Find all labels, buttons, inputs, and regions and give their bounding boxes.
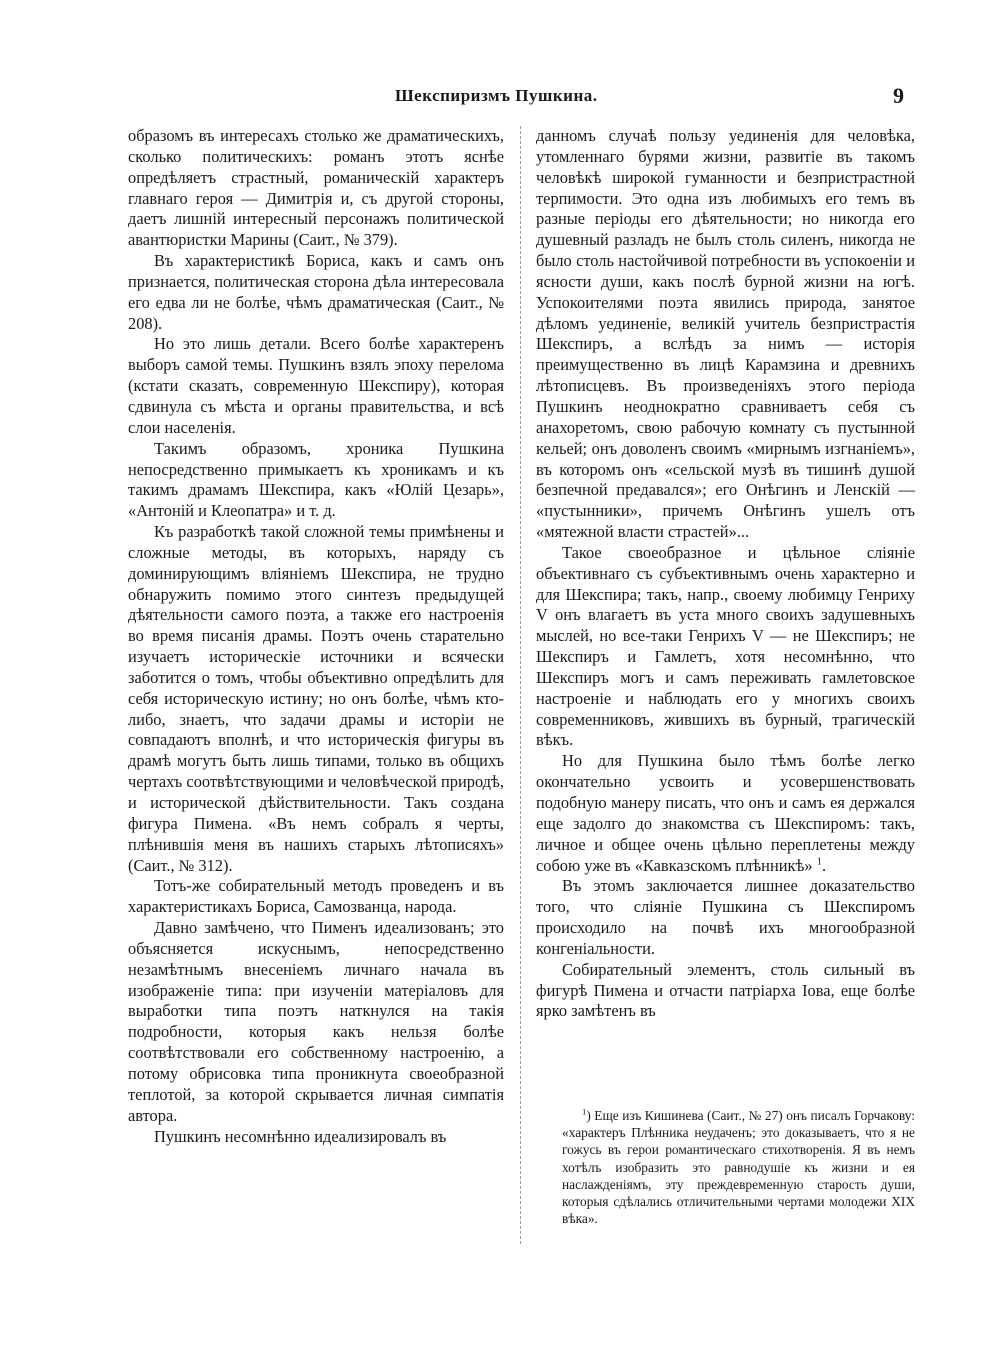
right-paragraph-3-text: Но для Пушкина было тѣмъ болѣе легко окончательно усвоить и усовершенствовать подобную манеру писать, что онъ и самъ ея держался еще задолго до знакомства съ Шекспиромъ: такъ, личное и общее очень цѣльно переплетены между собою уже въ «Кавказскомъ плѣнникѣ» xyxy=(536,751,915,875)
page-number: 9 xyxy=(893,83,904,108)
footnote-paragraph xyxy=(562,1107,915,1227)
column-divider xyxy=(520,126,521,1244)
footnote-reference[interactable]: 1 xyxy=(816,856,822,868)
right-column xyxy=(536,126,915,1022)
right-paragraph-4: Въ этомъ заключается лишнее доказательство того, что сліяніе Пушкина съ Шекспиромъ происходило на почвѣ ихъ многообразной конгеніальности. xyxy=(536,876,915,958)
left-paragraph-3: Но это лишь детали. Всего болѣе характеренъ выборъ самой темы. Пушкинъ взялъ эпоху перелома (кстати сказать, современную Шекспиру), которая сдвинула съ мѣста и органы правительства, и всѣ слои населенія. xyxy=(128,334,504,437)
right-paragraph-2: Такое своеобразное и цѣльное сліяніе объективнаго съ субъективнымъ очень характерно и для Шекспира; такъ, напр., своему любимцу Генриху V онъ влагаетъ въ уста много своихъ задушевныхъ мыслей, но все-таки Генрихъ V — не Шекспиръ; не Шекспиръ и Гамлетъ, хотя несомнѣнно, что Шекспиръ могъ и самъ переживать гамлетовское настроеніе и наблюдать его у многихъ своихъ современниковъ, жившихъ въ бурный, трагическій вѣкъ. xyxy=(536,542,915,750)
left-paragraph-8: Пушкинъ несомнѣнно идеализировалъ въ xyxy=(154,1126,447,1146)
left-paragraph-2: Въ характеристикѣ Бориса, какъ и самъ онъ признается, политическая сторона дѣла интересовала его едва ли не болѣе, чѣмъ драматическая (Саит., № 208). xyxy=(128,251,504,333)
right-paragraph-3 xyxy=(536,751,915,876)
running-title: Шекспиризмъ Пушкина. xyxy=(395,86,598,105)
left-paragraph-5: Къ разработкѣ такой сложной темы примѣнены и сложные методы, въ которыхъ, наряду съ доминирующимъ вліяніемъ Шекспира, не трудно обнаружить помимо этого синтезъ предыдущей дѣятельности самого поэта, а также его настроенія во время писанія драмы. Поэтъ очень старательно изучаетъ историческіе источники и всячески заботится о томъ, чтобы объективно опредѣлить для себя историческую истину; но онъ болѣе, чѣмъ кто-либо, знаетъ, что задачи драмы и исторіи не совпадаютъ вполнѣ, и что историческія фигуры въ драмѣ могутъ быть лишь типами, только въ общихъ чертахъ соотвѣтствующими и человѣческой природѣ, и исторической дѣйствительности. Такъ создана фигура Пимена. «Въ немъ собралъ я черты, плѣнившія меня въ нашихъ старыхъ лѣтописяхъ» (Саит., № 312). xyxy=(128,522,504,875)
running-head xyxy=(0,83,1000,114)
footnote-marker: 1 xyxy=(582,1106,587,1117)
footnote xyxy=(562,1107,915,1227)
left-paragraph-1: образомъ въ интересахъ столько же драматическихъ, сколько политическихъ: романъ этотъ яснѣе опредѣляетъ страстный, романическій характеръ главнаго героя — Димитрія и, съ другой стороны, даетъ лишній интересный персонажъ политической авантюристки Марины (Саит., № 379). xyxy=(128,126,504,250)
right-paragraph-5: Собирательный элементъ, столь сильный въ фигурѣ Пимена и отчасти патріарха Іова, еще болѣе ярко замѣтенъ въ xyxy=(536,959,915,1021)
left-paragraph-7: Давно замѣчено, что Пименъ идеализованъ; это объясняется искуснымъ, непосредственно незамѣтнымъ внесеніемъ личнаго начала въ изображеніе типа: при изученіи матеріаловъ для выработки типа поэтъ наткнулся на такія подробности, которыя какъ нельзя болѣе соотвѣтствовали его собственному настроенію, а потому обрисовка типа проникнута своеобразной теплотой, за которой скрывается личная симпатія автора. xyxy=(128,918,504,1125)
footnote-text: ) Еще изъ Кишинева (Саит., № 27) онъ писалъ Горчакову: «характеръ Плѣнника неудаченъ; это доказываетъ, что я не гожусь въ герои романтическаго стихотворенія. Я въ немъ хотѣлъ изобразить это равнодушіе къ жизни и ея наслажденіямъ, эту преждевременную старость души, которыя сдѣлались отличительными чертами молодежи XIX вѣка». xyxy=(562,1108,915,1227)
left-paragraph-6: Тотъ-же собирательный методъ проведенъ и въ характеристикахъ Бориса, Самозванца, народа. xyxy=(128,876,504,917)
right-paragraph-1: данномъ случаѣ пользу уединенія для человѣка, утомленнаго бурями жизни, развитіе въ такомъ человѣкѣ широкой гуманности и безпристрастной терпимости. Это одна изъ любимыхъ его темъ въ разные періоды его дѣятельности; но никогда его душевный разладъ не былъ столь силенъ, никогда не было столь настойчивой потребности въ успокоеніи и ясности души, какъ послѣ бурной жизни на югѣ. Успокоителями поэта явились природа, занятое дѣломъ уединеніе, великій учитель безпристрастія Шекспиръ, а вслѣдъ за нимъ — исторія преимущественно въ лицѣ Карамзина и древнихъ лѣтописцевъ. Въ произведеніяхъ этого періода Пушкинъ неоднократно сравниваетъ себя съ анахоретомъ, свою рабочую комнату съ пустынной кельей; онъ доволенъ своимъ «мирнымъ изгнаніемъ», въ которомъ онъ «сельской музѣ въ тишинѣ душой безпечной предавался»; его Онѣгинъ и Ленскій — «пустынники», причемъ Онѣгинъ ушелъ отъ «мятежной власти страстей»... xyxy=(536,126,915,542)
right-paragraph-3-end: . xyxy=(822,855,827,875)
left-paragraph-4: Такимъ образомъ, хроника Пушкина непосредственно примыкаетъ къ хроникамъ и къ такимъ драмамъ Шекспира, какъ «Юлій Цезарь», «Антоній и Клеопатра» и т. д. xyxy=(128,438,504,521)
left-column xyxy=(128,126,504,1147)
